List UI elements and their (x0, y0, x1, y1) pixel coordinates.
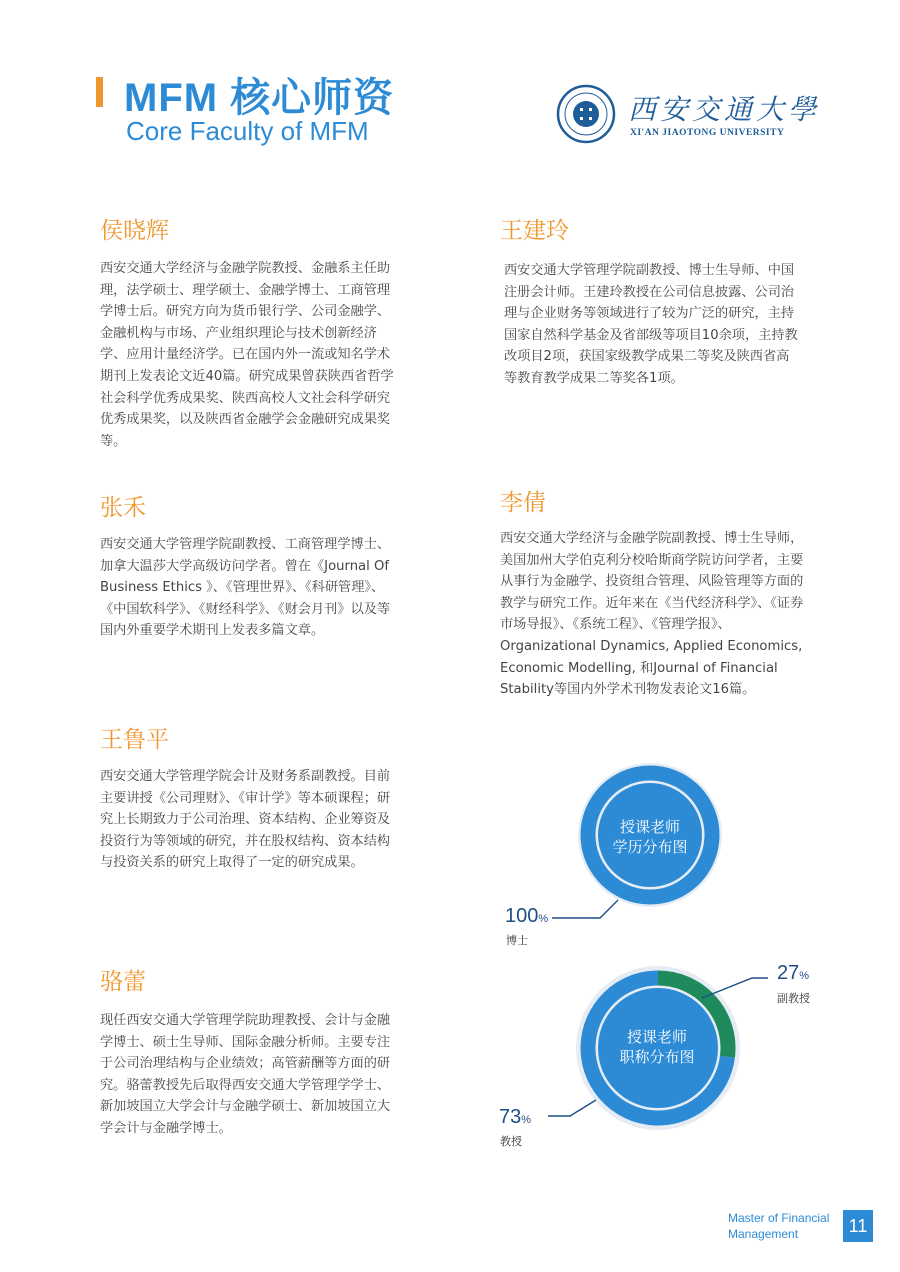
university-name-cn: 西安交通大學 (628, 93, 821, 126)
title-chart-title-line2: 职称分布图 (619, 1048, 695, 1066)
university-name-en: XI'AN JIAOTONG UNIVERSITY (630, 128, 785, 138)
faculty-name: 侯晓辉 (100, 218, 169, 244)
education-chart-center-label (590, 817, 710, 857)
university-logo (556, 82, 821, 146)
education-callout-line (552, 900, 618, 918)
faculty-bio: 西安交通大学经济与金融学院副教授、博士生导师，美国加州大学伯克利分校哈斯商学院访问学者，主要从事行为金融学、投资组合管理、风险管理等方面的教学与研究工作。近年来在《当代经济科学》、《证券市场导报》、《系统工程》、《管理学报》、Organizational Dynamics, Applied Economics, Economic Modelling, 和Journal of Financial Stability等国内外学术刊物发表论文16篇。 (500, 531, 804, 698)
footer-line1: Master of Financial (728, 1211, 830, 1225)
faculty-name: 王建玲 (500, 218, 569, 244)
professor-pct-label (499, 1106, 531, 1129)
education-chart-title-line1: 授课老师 (619, 818, 680, 836)
professor-slice-label: 教授 (500, 1135, 522, 1148)
university-seal-icon (556, 84, 616, 144)
education-pct-unit: % (538, 913, 549, 925)
associate-pct-unit: % (799, 970, 810, 982)
title-accent-bar (96, 77, 103, 107)
title-chart-center-label (597, 1027, 717, 1067)
associate-pct-value: 27 (777, 962, 800, 984)
education-pct-label (505, 905, 548, 928)
faculty-bio: 现任西安交通大学管理学院助理教授、会计与金融学博士、硕士生导师、国际金融分析师。主要专注于公司治理结构与企业绩效；高管薪酬等方面的研究。骆蕾教授先后取得西安交通大学管理学学士、新加坡国立大学会计与金融学硕士、新加坡国立大学会计与金融学博士。 (100, 1013, 391, 1136)
faculty-bio: 西安交通大学管理学院副教授、工商管理学博士、加拿大温莎大学高级访问学者。曾在《Journal Of Business Ethics 》、《管理世界》、《科研管理》、《中国软科学》、《财经科学》、《财会月刊》以及等国内外重要学术期刊上发表多篇文章。 (100, 537, 391, 639)
professor-pct-value: 73 (499, 1106, 522, 1128)
education-chart-title-line2: 学历分布图 (612, 838, 688, 856)
education-pct-value: 100 (505, 905, 539, 927)
page-subtitle: Core Faculty of MFM (126, 116, 369, 146)
faculty-bio: 西安交通大学管理学院会计及财务系副教授。目前主要讲授《公司理财》、《审计学》等本硕课程；研究上长期致力于公司治理、资本结构、企业筹资及投资行为等领域的研究，并在股权结构、资本结构与投资关系的研究上取得了一定的研究成果。 (100, 769, 391, 871)
professor-pct-unit: % (521, 1114, 532, 1126)
faculty-bio: 西安交通大学经济与金融学院教授、金融系主任助理，法学硕士、理学硕士、金融学博士、工商管理学博士后。研究方向为货币银行学、公司金融学、金融机构与市场、产业组织理论与技术创新经济学、应用计量经济学。已在国内外一流或知名学术期刊上发表论文近40篇。研究成果曾获陕西省哲学社会科学优秀成果奖、陕西高校人文社会科学研究优秀成果奖，以及陕西省金融学会金融研究成果奖等。 (100, 261, 394, 449)
education-slice-label: 博士 (506, 934, 528, 947)
associate-slice-label: 副教授 (777, 992, 810, 1005)
associate-pct-label (777, 962, 809, 985)
page-number: 11 (843, 1210, 873, 1242)
title-chart-title-line1: 授课老师 (626, 1028, 687, 1046)
title-callout-line-professor (548, 1100, 596, 1116)
footer-line2: Management (728, 1227, 799, 1241)
faculty-name: 李倩 (500, 490, 546, 516)
education-donut-chart (500, 760, 800, 960)
faculty-bio: 西安交通大学管理学院副教授、博士生导师、中国注册会计师。王建玲教授在公司信息披露、公司治理与企业财务等领域进行了较为广泛的研究，主持国家自然科学基金及省部级等项目10余项，主持教改项目2项，获国家级教学成果二等奖及陕西省高等教育教学成果二等奖各1项。 (504, 263, 798, 386)
footer-program-name (728, 1210, 829, 1242)
faculty-name: 骆蕾 (100, 969, 146, 995)
faculty-name: 张禾 (100, 495, 146, 521)
faculty-name: 王鲁平 (100, 727, 169, 753)
page-title: MFM 核心师资 (124, 76, 395, 120)
